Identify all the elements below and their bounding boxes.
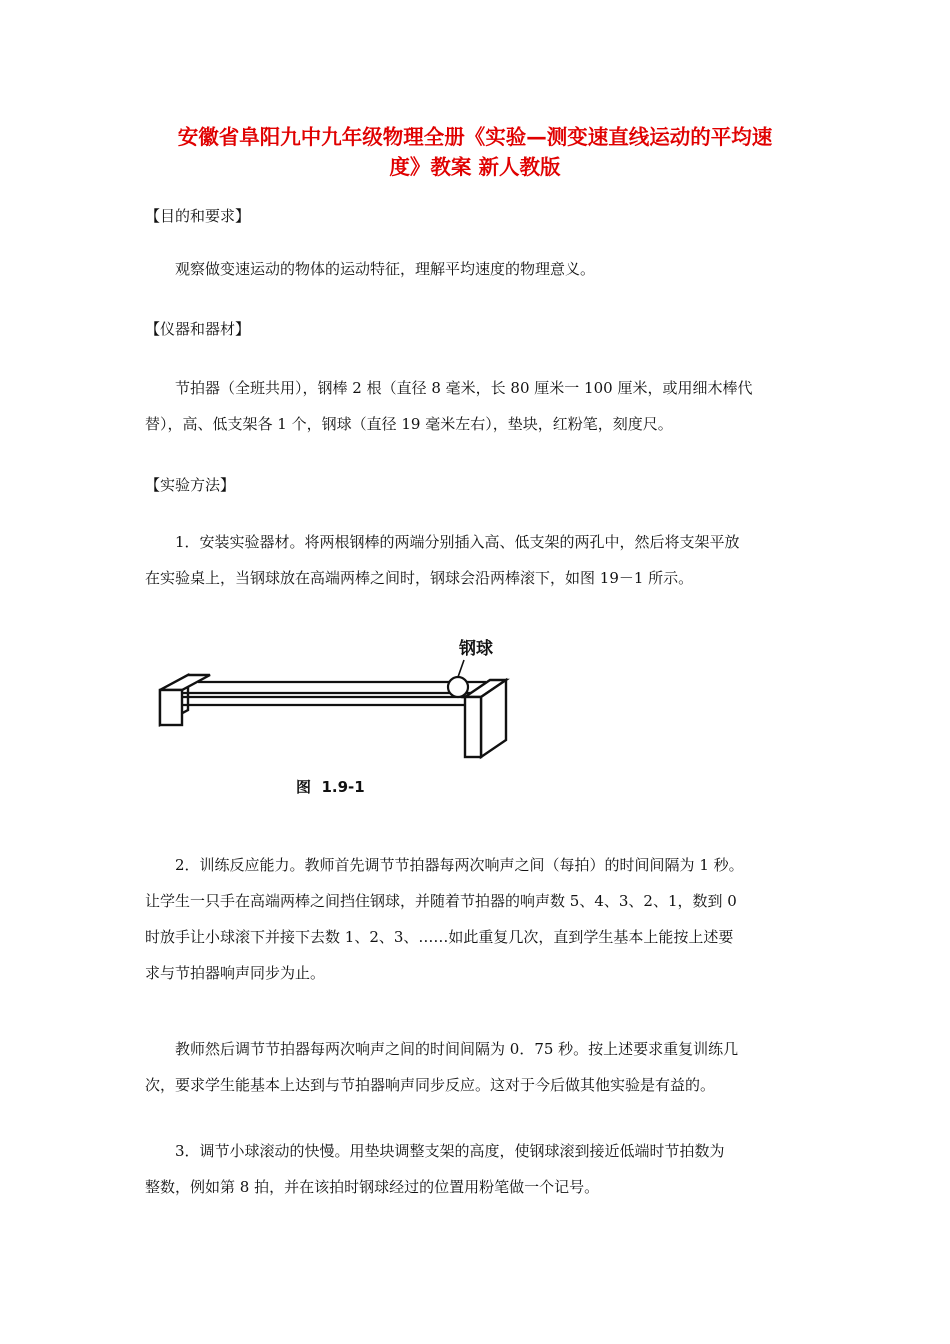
steel-rods <box>182 682 486 705</box>
step3-line-1: 3．调节小球滚动的快慢。用垫块调整支架的高度，使钢球滚到接近低端时节拍数为 <box>175 1142 725 1160</box>
ball-label: 钢球 <box>459 639 493 659</box>
purpose-text: 观察做变速运动的物体的运动特征，理解平均速度的物理意义。 <box>175 260 596 278</box>
step2-line-2: 让学生一只手在高端两棒之间挡住钢球，并随着节拍器的响声数 5、4、3、2、1，数到 0 <box>145 892 737 910</box>
document-title <box>140 122 810 182</box>
figure-caption: 图 1.9-1 <box>296 778 365 796</box>
title-line-1: 安徽省阜阳九中九年级物理全册《实验—测变速直线运动的平均速 <box>177 125 773 149</box>
step2-paragraph <box>145 847 805 991</box>
section-heading-equipment: 【仪器和器材】 <box>145 320 251 338</box>
purpose-paragraph <box>145 251 805 287</box>
step2-line-3: 时放手让小球滚下并接下去数 1、2、3、……如此重复几次，直到学生基本上能按上述要 <box>145 928 734 946</box>
high-support <box>465 680 506 757</box>
step2b-line-2: 次，要求学生能基本上达到与节拍器响声同步反应。这对于今后做其他实验是有益的。 <box>145 1076 716 1094</box>
step2-line-4: 求与节拍器响声同步为止。 <box>145 964 326 982</box>
ball-label-leader <box>458 660 464 677</box>
steel-ball <box>448 677 468 697</box>
section-heading-method: 【实验方法】 <box>145 476 236 494</box>
section-heading-purpose: 【目的和要求】 <box>145 207 251 225</box>
equipment-line-1: 节拍器（全班共用），钢棒 2 根（直径 8 毫米，长 80 厘米一 100 厘米，或用细木棒代 <box>175 379 753 397</box>
step1-paragraph <box>145 524 805 596</box>
step1-line-1: 1．安装实验器材。将两根钢棒的两端分别插入高、低支架的两孔中，然后将支架平放 <box>175 533 740 551</box>
step3-line-2: 整数，例如第 8 拍，并在该拍时钢球经过的位置用粉笔做一个记号。 <box>145 1178 600 1196</box>
step1-line-2: 在实验桌上，当钢球放在高端两棒之间时，钢球会沿两棒滚下，如图 19－1 所示。 <box>145 569 694 587</box>
title-line-2: 度》教案 新人教版 <box>389 155 561 179</box>
equipment-line-2: 替），高、低支架各 1 个，钢球（直径 19 毫米左右），垫块，红粉笔，刻度尺。 <box>145 415 673 433</box>
step2b-line-1: 教师然后调节节拍器每两次响声之间的时间间隔为 0．75 秒。按上述要求重复训练几 <box>175 1040 739 1058</box>
step3-paragraph <box>145 1133 805 1205</box>
step2-line-1: 2．训练反应能力。教师首先调节节拍器每两次响声之间（每拍）的时间间隔为 1 秒。 <box>175 856 744 874</box>
step2b-paragraph <box>145 1031 805 1103</box>
equipment-paragraph <box>145 370 805 442</box>
